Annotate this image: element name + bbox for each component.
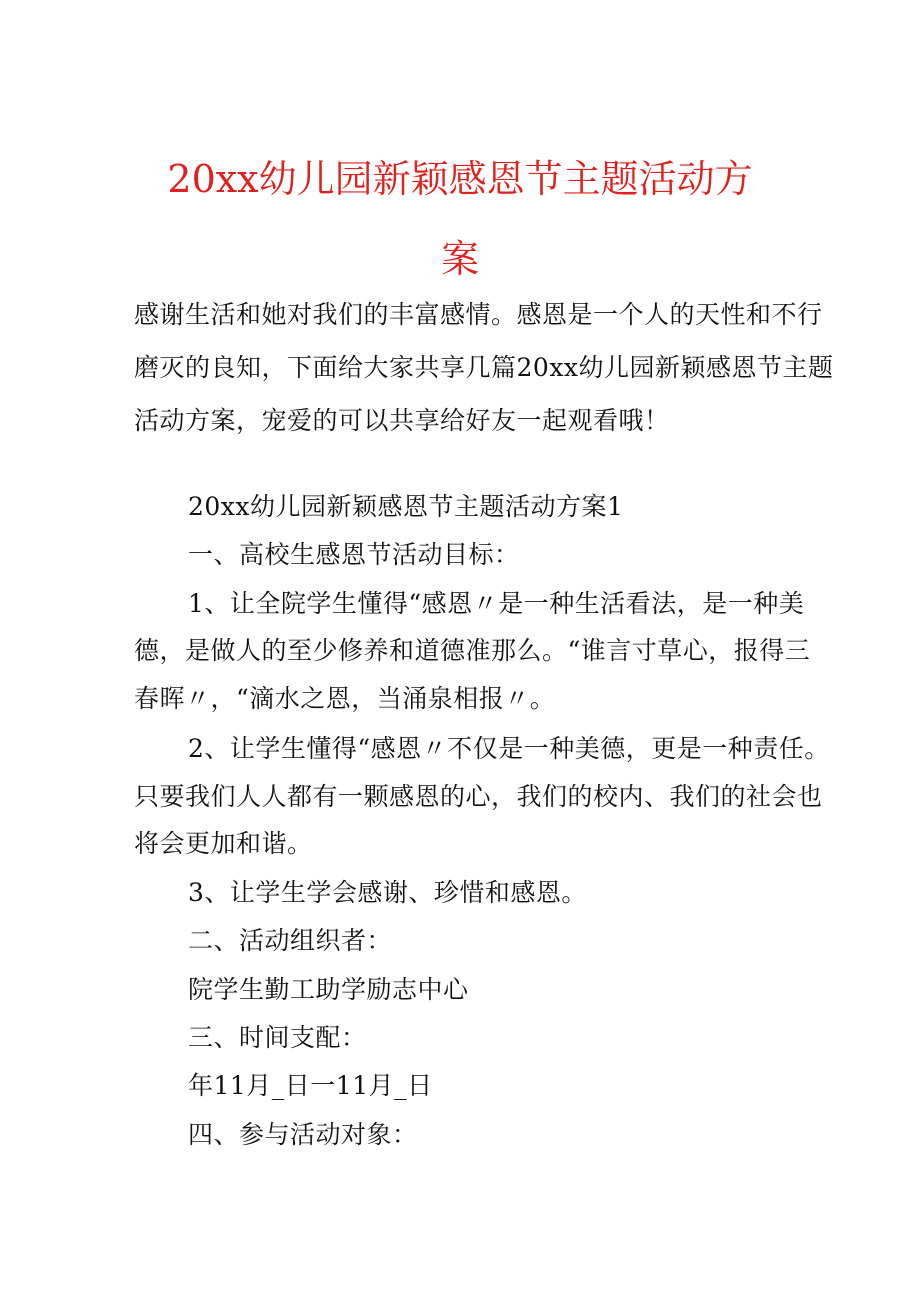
- intro-line-1: 感谢生活和她对我们的丰富感情。感恩是一个人的天性和不行: [134, 300, 823, 329]
- goal-2-line-3: 将会更加和谐。: [134, 829, 313, 858]
- intro-line-2: 磨灭的良知，下面给大家共享几篇20xx幼儿园新颖感恩节主题: [134, 353, 834, 382]
- goal-2-line-1: 2、让学生懂得“感恩〃不仅是一种美德，更是一种责任。: [188, 734, 830, 763]
- goal-1-line-3: 春晖〃，“滴水之恩，当涌泉相报〃。: [134, 684, 556, 713]
- goal-2-line-2: 只要我们人人都有一颗感恩的心，我们的校内、我们的社会也: [134, 782, 823, 811]
- document-title-line-2: 案: [440, 237, 479, 281]
- organizer-text: 院学生勤工助学励志中心: [188, 975, 469, 1004]
- heading-goals: 一、高校生感恩节活动目标：: [188, 540, 520, 569]
- section-heading: 20xx幼儿园新颖感恩节主题活动方案1: [188, 492, 624, 521]
- intro-line-3: 活动方案，宠爱的可以共享给好友一起观看哦！: [134, 406, 670, 435]
- heading-organizer: 二、活动组织者：: [188, 926, 393, 955]
- heading-time: 三、时间支配：: [188, 1023, 367, 1052]
- time-text: 年11月_日一11月_日: [188, 1071, 433, 1100]
- goal-3: 3、让学生学会感谢、珍惜和感恩。: [188, 878, 587, 907]
- heading-participants: 四、参与活动对象：: [188, 1120, 418, 1149]
- document-title-line-1: 20xx幼儿园新颖感恩节主题活动方: [167, 157, 753, 201]
- goal-1-line-1: 1、让全院学生懂得“感恩〃是一种生活看法，是一种美: [188, 589, 805, 618]
- goal-1-line-2: 德，是做人的至少修养和道德准那么。“谁言寸草心，报得三: [134, 636, 811, 665]
